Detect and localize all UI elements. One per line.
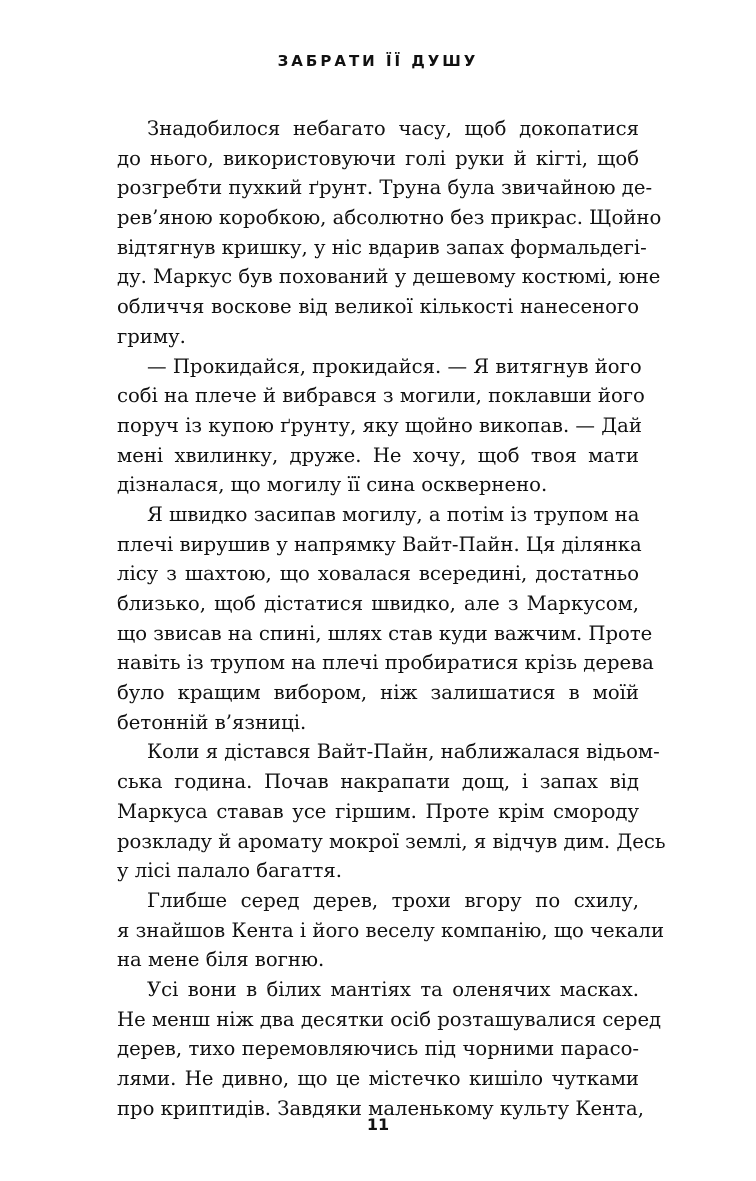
text-line: про криптидів. Завдяки маленькому культу Кента,	[117, 1096, 644, 1120]
text-line: рев’яною коробкою, абсолютно без прикрас. Щойно	[117, 206, 662, 230]
text-line: на мене біля вогню.	[117, 948, 325, 972]
text-line: близько, щоб дістатися швидко, але з Маркусом,	[117, 592, 639, 615]
text-line: Я швидко засипав могилу, а потім із трупом на	[147, 502, 640, 526]
paragraph	[117, 114, 662, 352]
body-text	[117, 114, 666, 1123]
text-line: ду. Маркус був похований у дешевому костюмі, юне	[117, 265, 661, 289]
text-line: Глибше серед дерев, трохи вгору по схилу,	[147, 888, 639, 912]
text-line: дізналася, що могилу її сина осквернено.	[117, 473, 548, 497]
text-line: у лісі палало багаття.	[117, 859, 342, 883]
text-line: Усі вони в білих мантіях та оленячих масках.	[147, 977, 639, 1001]
paragraph	[117, 886, 665, 975]
text-line: Коли я дістався Вайт-Пайн, наближалася відьом-	[147, 740, 660, 764]
text-line: навіть із трупом на плечі пробиратися крізь дерева	[117, 651, 654, 675]
text-line: мені хвилинку, друже. Не хочу, щоб твоя мати	[117, 443, 639, 467]
text-line: я знайшов Кента і його веселу компанію, що чекали	[117, 918, 665, 942]
text-line: розгребти пухкий ґрунт. Труна була звичайною де-	[117, 176, 653, 200]
text-line: дерев, тихо перемовляючись під чорними парасо-	[117, 1037, 639, 1061]
text-line: до нього, використовуючи голі руки й кігті, щоб	[117, 146, 639, 170]
page-number: 11	[366, 1115, 390, 1134]
text-line: Маркуса ставав усе гіршим. Проте крім смороду	[117, 799, 639, 823]
running-head: ЗАБРАТИ ЇЇ ДУШУ	[277, 52, 479, 70]
text-line: гриму.	[117, 324, 186, 348]
text-line: собі на плече й вибрався з могили, поклавши його	[117, 384, 645, 408]
text-line: лісу з шахтою, що ховалася всередині, достатньо	[117, 562, 639, 586]
text-line: Не менш ніж два десятки осіб розташувалися серед	[117, 1007, 662, 1031]
paragraph	[117, 737, 666, 885]
text-line: обличчя воскове від великої кількості нанесеного	[117, 295, 639, 319]
text-line: розкладу й аромату мокрої землі, я відчув дим. Десь	[117, 829, 666, 853]
text-line: плечі вирушив у напрямку Вайт-Пайн. Ця ділянка	[117, 532, 642, 556]
text-line: поруч із купою ґрунту, яку щойно викопав. — Дай	[117, 413, 642, 437]
paragraph	[117, 352, 645, 500]
text-line: бетонній в’язниці.	[117, 710, 307, 734]
paragraph	[117, 500, 654, 738]
text-line: ська година. Почав накрапати дощ, і запах від	[117, 770, 639, 794]
text-line: що звисав на спині, шлях став куди важчим. Проте	[117, 621, 653, 645]
paragraph	[117, 975, 662, 1123]
text-line: Знадобилося небагато часу, щоб докопатися	[147, 117, 639, 140]
text-line: відтягнув кришку, у ніс вдарив запах формальдегі-	[117, 235, 647, 259]
text-line: лями. Не дивно, що це містечко кишіло чутками	[117, 1067, 639, 1090]
text-line: — Прокидайся, прокидайся. — Я витягнув його	[147, 354, 642, 378]
text-line: було кращим вибором, ніж залишатися в моїй	[117, 681, 639, 705]
